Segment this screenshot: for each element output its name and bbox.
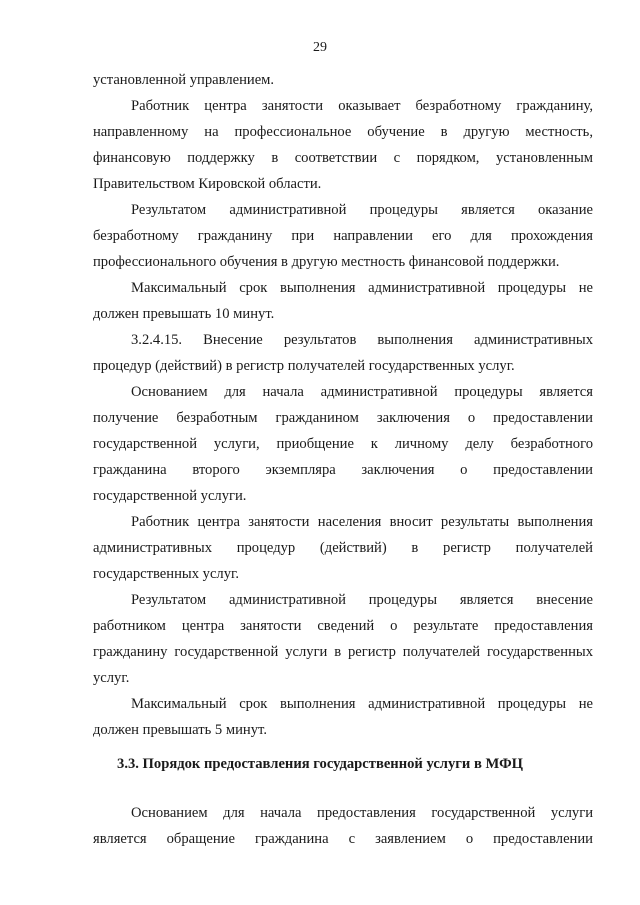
text-line: установленной управлением. xyxy=(93,72,275,88)
text-line: Максимальный срок выполнения административной процедуры не xyxy=(131,696,593,712)
page-number: 29 xyxy=(313,40,327,55)
text-line: гражданину государственной услуги в регистр получателей государственных xyxy=(93,644,593,660)
text-line: Основанием для начала административной процедуры является xyxy=(131,384,593,400)
text-line: Результатом административной процедуры является внесение xyxy=(131,592,593,608)
text-line: государственных услуг. xyxy=(93,566,239,582)
text-line: работником центра занятости сведений о результате предоставления xyxy=(93,618,593,634)
text-line: профессионального обучения в другую местность финансовой поддержки. xyxy=(93,254,560,270)
text-line: Результатом административной процедуры является оказание xyxy=(131,202,593,218)
text-line: государственной услуги, приобщение к личному делу безработного xyxy=(93,436,593,452)
text-line: услуг. xyxy=(93,670,130,686)
text-line: Максимальный срок выполнения административной процедуры не xyxy=(131,280,593,296)
body-text-bottom xyxy=(93,800,593,852)
text-line: административных процедур (действий) в регистр получателей xyxy=(93,540,593,556)
text-line: Правительством Кировской области. xyxy=(93,176,322,192)
text-line: является обращение гражданина с заявлением о предоставлении xyxy=(93,831,593,847)
text-line: государственной услуги. xyxy=(93,488,247,504)
text-line: безработному гражданину при направлении его для прохождения xyxy=(93,228,593,244)
text-line: 3.2.4.15. Внесение результатов выполнения административных xyxy=(131,332,593,348)
text-line: должен превышать 5 минут. xyxy=(93,722,267,738)
text-line: финансовую поддержку в соответствии с порядком, установленным xyxy=(93,150,593,166)
section-heading: 3.3. Порядок предоставления государственной услуги в МФЦ xyxy=(117,756,523,772)
text-line: Основанием для начала предоставления государственной услуги xyxy=(131,805,593,821)
text-line: получение безработным гражданином заключения о предоставлении xyxy=(93,410,593,426)
text-line: направленному на профессиональное обучение в другую местность, xyxy=(93,124,593,140)
text-line: должен превышать 10 минут. xyxy=(93,306,275,322)
text-line: процедур (действий) в регистр получателей государственных услуг. xyxy=(93,358,515,374)
body-text-top xyxy=(93,67,593,743)
text-line: Работник центра занятости оказывает безработному гражданину, xyxy=(131,98,593,114)
text-line: гражданина второго экземпляра заключения о предоставлении xyxy=(93,462,593,478)
text-line: Работник центра занятости населения вносит результаты выполнения xyxy=(131,514,593,530)
